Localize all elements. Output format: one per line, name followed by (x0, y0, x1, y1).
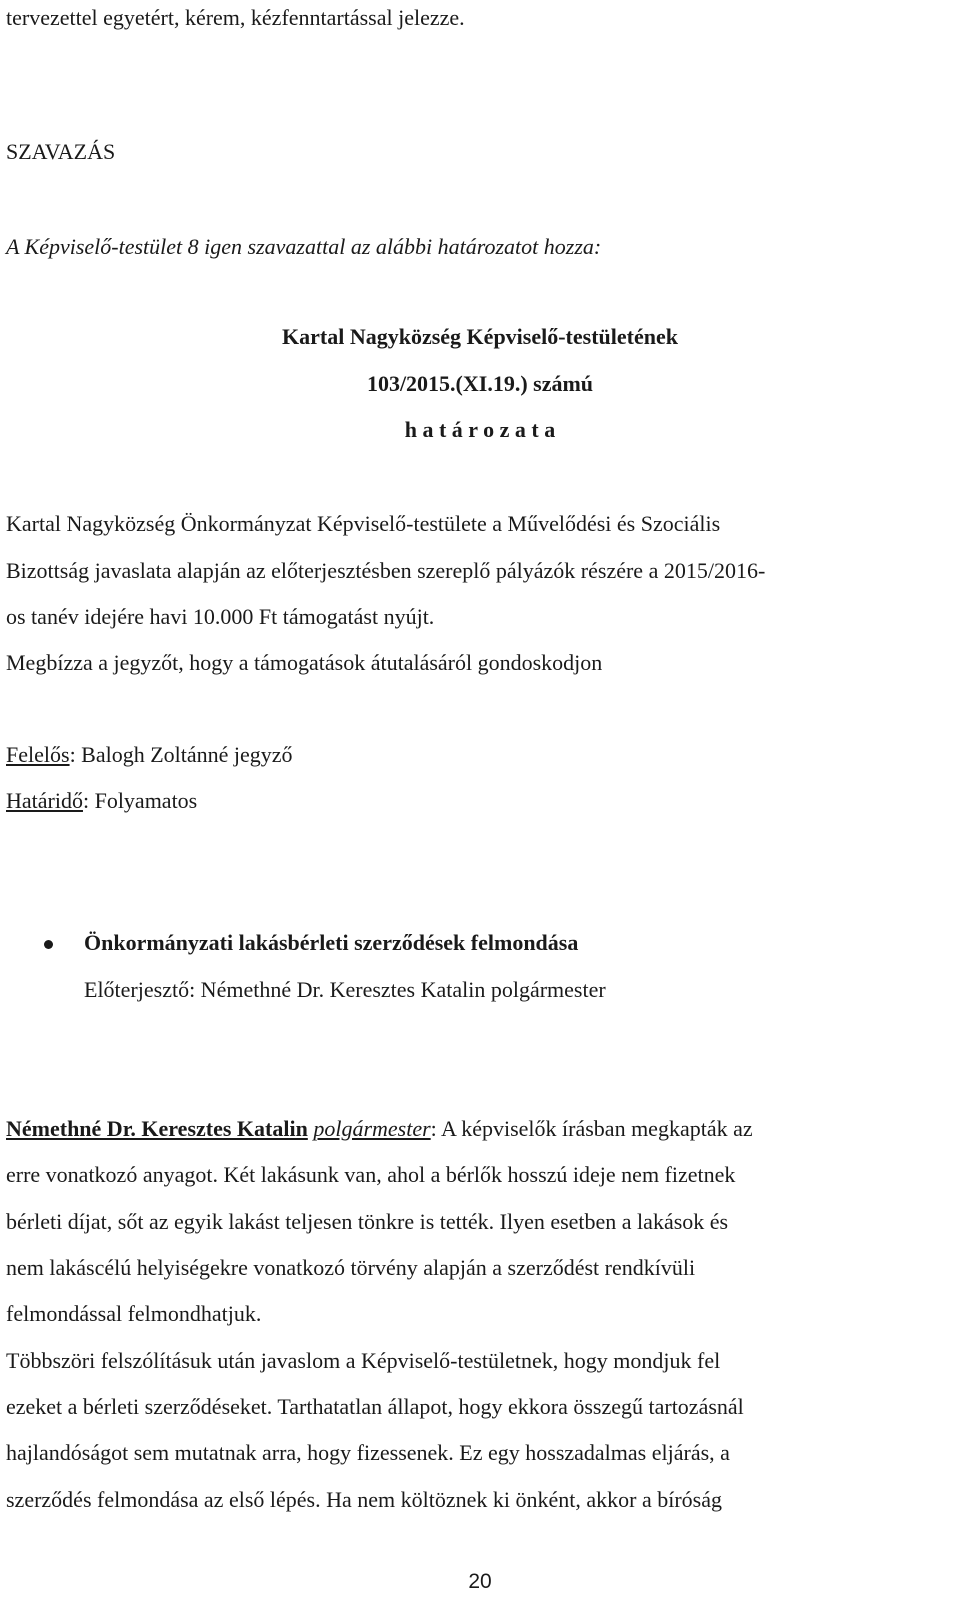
intro-line: tervezettel egyetért, kérem, kézfenntartással jelezze. (6, 5, 465, 30)
bullet-icon (44, 940, 53, 949)
resolution-text-line: Bizottság javaslata alapján az előterjesztésben szereplő pályázók részére a 2015/2016- (6, 558, 766, 583)
speech-line: szerződés felmondása az első lépés. Ha nem költöznek ki önként, akkor a bíróság (6, 1487, 722, 1512)
speech-line: ezeket a bérleti szerződéseket. Tarthatatlan állapot, hogy ekkora összegű tartozásnál (6, 1394, 744, 1419)
speech-line: nem lakáscélú helyiségekre vonatkozó törvény alapján a szerződést rendkívüli (6, 1255, 696, 1280)
speech-line: bérleti díjat, sőt az egyik lakást teljesen tönkre is tették. Ilyen esetben a lakások és (6, 1209, 729, 1234)
page-number: 20 (468, 1570, 492, 1593)
speech-line: erre vonatkozó anyagot. Két lakásunk van, ahol a bérlők hosszú ideje nem fizetnek (6, 1162, 736, 1187)
resolution-body-title: Kartal Nagyközség Képviselő-testületének (282, 324, 678, 349)
resolution-label: h a t á r o z a t a (404, 417, 556, 442)
deadline-label: Határidő (6, 788, 83, 813)
responsible-row (6, 740, 293, 770)
speech-first-line-rest: : A képviselők írásban megkapták az (430, 1116, 753, 1141)
deadline-row (6, 786, 197, 816)
resolution-text-line: os tanév idejére havi 10.000 Ft támogatást nyújt. (6, 604, 435, 629)
speech-line: hajlandóságot sem mutatnak arra, hogy fizessenek. Ez egy hosszadalmas eljárás, a (6, 1440, 730, 1465)
resolution-text-line: Megbízza a jegyzőt, hogy a támogatások átutalásáról gondoskodjon (6, 650, 603, 675)
speech-line: felmondással felmondhatjuk. (6, 1301, 262, 1326)
agenda-item-title: Önkormányzati lakásbérleti szerződések felmondása (84, 930, 579, 955)
speech-first-line (6, 1114, 938, 1144)
speech-line: Többszöri felszólításuk után javaslom a Képviselő-testületnek, hogy mondjuk fel (6, 1348, 721, 1373)
responsible-value: : Balogh Zoltánné jegyző (69, 742, 293, 767)
voting-heading: SZAVAZÁS (6, 139, 116, 164)
resolution-text-line: Kartal Nagyközség Önkormányzat Képviselő-testülete a Művelődési és Szociális (6, 511, 721, 536)
speaker-name: Némethné Dr. Keresztes Katalin (6, 1116, 308, 1141)
speaker-role: polgármester (313, 1116, 431, 1141)
agenda-item-presenter: Előterjesztő: Némethné Dr. Keresztes Katalin polgármester (84, 977, 606, 1002)
resolution-number: 103/2015.(XI.19.) számú (366, 371, 594, 396)
deadline-value: : Folyamatos (82, 788, 198, 813)
vote-result: A Képviselő-testület 8 igen szavazattal az alábbi határozatot hozza: (6, 234, 602, 259)
responsible-label: Felelős (6, 742, 70, 767)
